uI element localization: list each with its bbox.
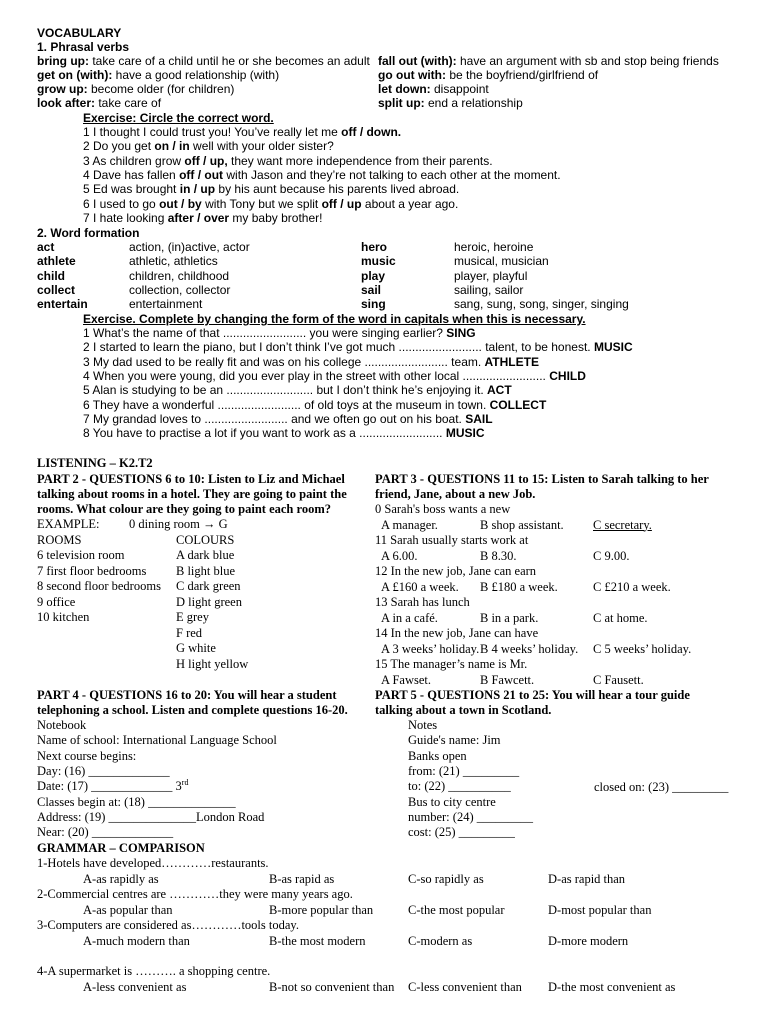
text-segment: 6 I used to go — [83, 196, 160, 211]
text-segment: off / out — [179, 167, 224, 182]
text-segment: MUSIC — [445, 426, 485, 441]
grammar-option: D-more modern — [548, 934, 629, 948]
grammar-option: A-much modern than — [83, 934, 190, 948]
colour-item: A dark blue — [176, 548, 235, 562]
phrasal-item: fall out (with): have an argument with sb and stop being friends — [378, 54, 719, 68]
word-forms: action, (in)active, actor — [129, 240, 250, 254]
notes-line: Guide's name: Jim — [408, 733, 501, 748]
room-item: 6 television room — [37, 548, 125, 562]
text-segment: with Tony but we split — [201, 196, 322, 211]
exercise-item — [83, 412, 493, 426]
word-forms: sang, sung, song, singer, singing — [454, 297, 629, 312]
word-forms: musical, musician — [454, 254, 549, 269]
answer-option: A manager. — [381, 517, 438, 532]
answer-option: A Fawset. — [381, 672, 431, 687]
part2-heading-line: rooms. What colour are they going to paint each room? — [37, 502, 331, 516]
grammar-option: D-as rapid than — [548, 872, 626, 886]
grammar-question: 2-Commercial centres are …………they were many years ago. — [37, 887, 353, 901]
text-segment: 8 You have to practise a lot if you want to work as a ......................... — [83, 426, 446, 441]
listening-title: LISTENING – K2.T2 — [37, 456, 153, 470]
text-segment: 6 They have a wonderful ......................... of old toys at the museum in town. — [83, 397, 490, 412]
exercise-2-title: Exercise. Complete by changing the form of the word in capitals when this is necessary. — [83, 312, 586, 326]
word-forms: collection, collector — [129, 282, 231, 297]
answer-option: B 8.30. — [480, 548, 517, 563]
notes-line: cost: (25) _________ — [408, 825, 515, 840]
exercise-item — [83, 326, 476, 340]
word-forms: player, playful — [454, 268, 528, 283]
notes-line: to: (22) __________ — [408, 779, 511, 794]
part5-heading-line: PART 5 - QUESTIONS 21 to 25: You will hear a tour guide — [375, 688, 690, 702]
text-segment: 7 My grandad loves to ......................... and we often go out on his boat. — [83, 411, 466, 426]
text-segment: CHILD — [549, 368, 586, 383]
answer-option: B Fawcett. — [480, 672, 535, 687]
word-base: collect — [37, 282, 76, 297]
part2-heading-line: talking about rooms in a hotel. They are going to paint the — [37, 487, 347, 501]
part4-heading-line: PART 4 - QUESTIONS 16 to 20: You will hear a student — [37, 688, 337, 702]
text-segment: 4 Dave has fallen — [83, 167, 180, 182]
question-text: 14 In the new job, Jane can have — [375, 626, 539, 640]
text-segment: in / up — [179, 182, 216, 197]
grammar-option: C-so rapidly as — [408, 872, 484, 886]
text-segment: 2 I started to learn the piano, but I don’t think I’ve got much ......................... talent, to be honest. — [83, 340, 594, 355]
text-segment: after / over — [167, 210, 230, 225]
answer-option: A 6.00. — [381, 548, 418, 563]
word-base: act — [37, 240, 55, 254]
exercise-item — [83, 197, 458, 211]
phrasal-item: go out with: be the boyfriend/girlfriend of — [378, 68, 599, 82]
word-formation-heading: 2. Word formation — [37, 226, 140, 240]
word-forms: sailing, sailor — [454, 282, 524, 297]
notes-line: from: (21) _________ — [408, 763, 520, 778]
answer-option: B 4 weeks’ holiday. — [480, 641, 579, 656]
part4-heading-line: telephoning a school. Listen and complete questions 16-20. — [37, 703, 348, 717]
grammar-option: B-the most modern — [269, 934, 366, 948]
grammar-question: 3-Computers are considered as…………tools today. — [37, 918, 299, 932]
text-segment: COLLECT — [489, 397, 547, 412]
phrasal-item: get on (with): have a good relationship (with) — [37, 68, 280, 82]
question-text: 12 In the new job, Jane can earn — [375, 564, 537, 578]
colour-item: B light blue — [176, 563, 236, 578]
example-value: 0 dining room → G — [129, 517, 228, 531]
notebook-line: Day: (16) _____________ — [37, 763, 170, 778]
notes-line: Banks open — [408, 748, 467, 763]
grammar-option: D-the most convenient as — [548, 980, 676, 994]
text-segment: 2 Do you get — [83, 139, 155, 154]
answer-option: B in a park. — [480, 610, 539, 625]
text-segment: 5 Ed was brought — [83, 182, 180, 197]
vocabulary-title: VOCABULARY — [37, 26, 122, 40]
question-text: 15 The manager’s name is Mr. — [375, 657, 528, 671]
grammar-option: B-as rapid as — [269, 872, 335, 886]
answer-option: C 9.00. — [593, 548, 630, 563]
exercise-1-title: Exercise: Circle the correct word. — [83, 111, 274, 125]
room-item: 7 first floor bedrooms — [37, 563, 147, 578]
answer-option: A £160 a week. — [381, 579, 459, 594]
text-segment: ATHLETE — [484, 354, 539, 369]
text-segment: SAIL — [465, 411, 493, 426]
text-segment: 7 I hate looking — [83, 210, 168, 225]
text-segment: with Jason and they’re not talking to each other at the moment. — [223, 167, 561, 182]
colour-item: D light green — [176, 594, 242, 609]
text-segment: off / down. — [341, 125, 402, 139]
word-base: child — [37, 268, 66, 283]
text-segment: 4 When you were young, did you ever play in the street with other local ......................... — [83, 368, 550, 383]
grammar-option: B-not so convenient than — [269, 980, 395, 994]
room-item: 10 kitchen — [37, 610, 90, 624]
question-text: 11 Sarah usually starts work at — [375, 533, 529, 547]
exercise-item — [83, 355, 539, 369]
example-label: EXAMPLE: — [37, 517, 100, 531]
ordinal-suffix: rd — [181, 778, 189, 788]
text-segment: 3 As children grow — [83, 153, 185, 168]
text-segment: 1 I thought I could trust you! You’ve really let me — [83, 125, 342, 139]
grammar-option: A-less convenient as — [83, 980, 187, 994]
colour-item: F red — [176, 625, 203, 640]
part3-heading-line: friend, Jane, about a new Job. — [375, 487, 536, 501]
phrasal-item: let down: disappoint — [378, 82, 489, 96]
exercise-item — [83, 426, 485, 440]
grammar-option: A-as popular than — [83, 903, 173, 917]
word-base: sail — [361, 282, 382, 297]
exercise-item — [83, 182, 459, 196]
colour-item: H light yellow — [176, 656, 249, 671]
text-segment: my baby brother! — [229, 210, 323, 225]
notes-line: Bus to city centre — [408, 794, 496, 809]
text-segment: by his aunt because his parents lived abroad. — [215, 182, 460, 197]
exercise-item — [83, 125, 401, 139]
notes-line: Notes — [408, 718, 438, 732]
notebook-line: Date: (17) _____________ 3rd — [37, 778, 189, 794]
grammar-question: 1-Hotels have developed…………restaurants. — [37, 856, 269, 870]
notebook-line: Name of school: International Language School — [37, 733, 277, 748]
word-base: hero — [361, 240, 388, 254]
part3-heading-line: PART 3 - QUESTIONS 11 to 15: Listen to Sarah talking to her — [375, 472, 709, 486]
text-segment: off / up, — [184, 153, 228, 168]
part2-heading-line: PART 2 - QUESTIONS 6 to 10: Listen to Liz and Michael — [37, 472, 345, 486]
answer-option: C 5 weeks’ holiday. — [593, 641, 692, 656]
exercise-item — [83, 383, 512, 397]
answer-option: C at home. — [593, 610, 648, 625]
answer-option: B £180 a week. — [480, 579, 558, 594]
grammar-option: A-as rapidly as — [83, 872, 159, 886]
answer-option: C £210 a week. — [593, 579, 671, 594]
text-segment: ACT — [487, 383, 512, 398]
grammar-option: C-less convenient than — [408, 980, 522, 994]
room-item: 8 second floor bedrooms — [37, 579, 161, 593]
exercise-item — [83, 398, 546, 412]
exercise-item — [83, 168, 561, 182]
grammar-option: C-the most popular — [408, 903, 505, 917]
grammar-title: GRAMMAR – COMPARISON — [37, 841, 205, 855]
word-forms: athletic, athletics — [129, 254, 218, 269]
notes-line: number: (24) _________ — [408, 809, 533, 824]
text-segment: SING — [446, 326, 476, 340]
rooms-header: ROOMS — [37, 533, 82, 547]
exercise-item — [83, 369, 586, 383]
text-segment: on / in — [154, 139, 190, 154]
grammar-option: B-more popular than — [269, 903, 374, 917]
phrasal-item: grow up: become older (for children) — [37, 82, 235, 96]
text-segment: off / up — [321, 196, 362, 211]
answer-option: C Fausett. — [593, 672, 644, 687]
colour-item: C dark green — [176, 579, 241, 593]
question-text: 0 Sarah's boss wants a new — [375, 502, 511, 516]
answer-option: A 3 weeks’ holiday. — [381, 641, 480, 656]
word-base: sing — [361, 297, 386, 312]
notebook-line: Next course begins: — [37, 748, 137, 763]
phrasal-verbs-heading: 1. Phrasal verbs — [37, 40, 130, 54]
text-segment: MUSIC — [593, 340, 633, 355]
word-base: music — [361, 254, 396, 269]
answer-option: A in a café. — [381, 610, 438, 625]
phrasal-item: bring up: take care of a child until he or she becomes an adult — [37, 54, 370, 68]
word-base: play — [361, 268, 386, 283]
word-forms: entertainment — [129, 297, 203, 312]
text-segment: 5 Alan is studying to be an .......................... but I don’t think he’s enjoying it. — [83, 383, 488, 398]
word-base: entertain — [37, 297, 88, 312]
exercise-item — [83, 340, 633, 354]
colour-item: G white — [176, 641, 216, 655]
grammar-option: C-modern as — [408, 934, 473, 948]
text-segment: they want more independence from their parents. — [227, 153, 493, 168]
text-segment: about a year ago. — [361, 196, 459, 211]
word-base: athlete — [37, 254, 76, 269]
colour-item: E grey — [176, 610, 209, 624]
question-text: 13 Sarah has lunch — [375, 595, 470, 609]
phrasal-item: look after: take care of — [37, 96, 162, 110]
part5-heading-line: talking about a town in Scotland. — [375, 703, 552, 717]
grammar-question: 4-A supermarket is ………. a shopping centre. — [37, 964, 271, 978]
room-item: 9 office — [37, 594, 76, 609]
phrasal-item: split up: end a relationship — [378, 96, 523, 110]
text-segment: 3 My dad used to be really fit and was on his college ......................... team. — [83, 354, 485, 369]
word-forms: heroic, heroine — [454, 240, 534, 254]
text-segment: well with your older sister? — [189, 139, 334, 154]
answer-option: C secretary. — [593, 517, 652, 532]
answer-option: B shop assistant. — [480, 517, 564, 532]
exercise-item — [83, 211, 322, 225]
closed-on-field: closed on: (23) _________ — [594, 780, 729, 794]
text-segment: out / by — [159, 196, 202, 211]
word-forms: children, childhood — [129, 268, 230, 283]
exercise-item — [83, 154, 493, 168]
notebook-line: Address: (19) ______________London Road — [37, 809, 265, 824]
colours-header: COLOURS — [176, 533, 235, 547]
exercise-item — [83, 139, 334, 153]
notebook-line: Classes begin at: (18) ______________ — [37, 794, 236, 809]
text-segment: 1 What’s the name of that ......................... you were singing earlier? — [83, 326, 447, 340]
grammar-option: D-most popular than — [548, 903, 652, 917]
notebook-line: Near: (20) _____________ — [37, 825, 174, 840]
notebook-line: Notebook — [37, 718, 87, 732]
